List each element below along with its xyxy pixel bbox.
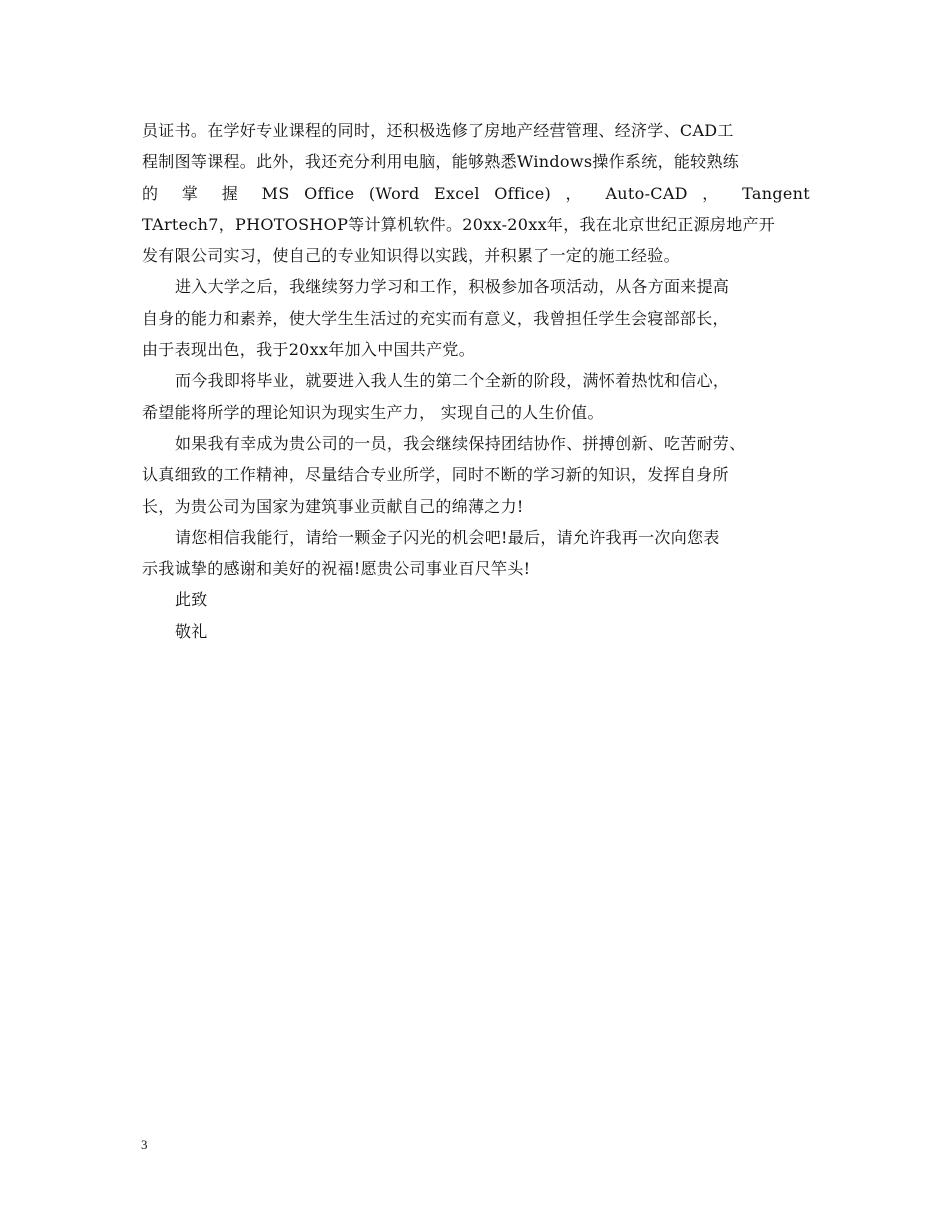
- text-line: 长，为贵公司为国家为建筑事业贡献自己的绵薄之力!: [142, 496, 524, 516]
- text-line: 程制图等课程。此外，我还充分利用电脑，能够熟悉Windows操作系统，能较熟练: [142, 152, 740, 172]
- closing-line: 敬礼: [175, 621, 208, 641]
- text-line: 自身的能力和素养，使大学生生活过的充实而有意义，我曾担任学生会寝部部长，: [142, 308, 729, 328]
- text-line: 由于表现出色，我于20xx年加入中国共产党。: [142, 340, 476, 360]
- text-line: 的 掌 握 MS Office (Word Excel Office) ， Auto-CAD ， Tangent: [142, 183, 810, 203]
- paragraph-graduation: [142, 365, 810, 428]
- text-line: 员证书。在学好专业课程的同时，还积极选修了房地产经营管理、经济学、CAD工: [142, 121, 734, 140]
- text-line: 示我诚挚的感谢和美好的祝福!愿贵公司事业百尺竿头!: [142, 559, 531, 579]
- text-line: 进入大学之后，我继续努力学习和工作，积极参加各项活动，从各方面来提高: [175, 277, 730, 297]
- paragraph-skills: [142, 115, 810, 271]
- paragraph-university: [142, 271, 810, 365]
- paragraph-thanks: [142, 522, 810, 585]
- paragraph-commitment: [142, 428, 810, 522]
- text-line: 请您相信我能行，请给一颗金子闪光的机会吧!最后，请允许我再一次向您表: [175, 527, 720, 547]
- letter-body: [142, 115, 810, 647]
- page-number: 3: [141, 1137, 148, 1152]
- text-line: 希望能将所学的理论知识为现实生产力， 实现自己的人生价值。: [142, 402, 604, 422]
- text-line: 如果我有幸成为贵公司的一员，我会继续保持团结协作、拼搏创新、吃苦耐劳、: [175, 433, 746, 453]
- closing-salutation: [142, 584, 810, 647]
- text-line: 发有限公司实习，使自己的专业知识得以实践，并积累了一定的施工经验。: [142, 246, 680, 266]
- text-line: TArtech7，PHOTOSHOP等计算机软件。20xx-20xx年，我在北京世纪正源房地产开: [142, 214, 776, 234]
- closing-line: 此致: [175, 590, 208, 610]
- text-line: 认真细致的工作精神，尽量结合专业所学，同时不断的学习新的知识，发挥自身所: [142, 465, 729, 485]
- text-line: 而今我即将毕业，就要进入我人生的第二个全新的阶段，满怀着热忱和信心，: [175, 371, 730, 391]
